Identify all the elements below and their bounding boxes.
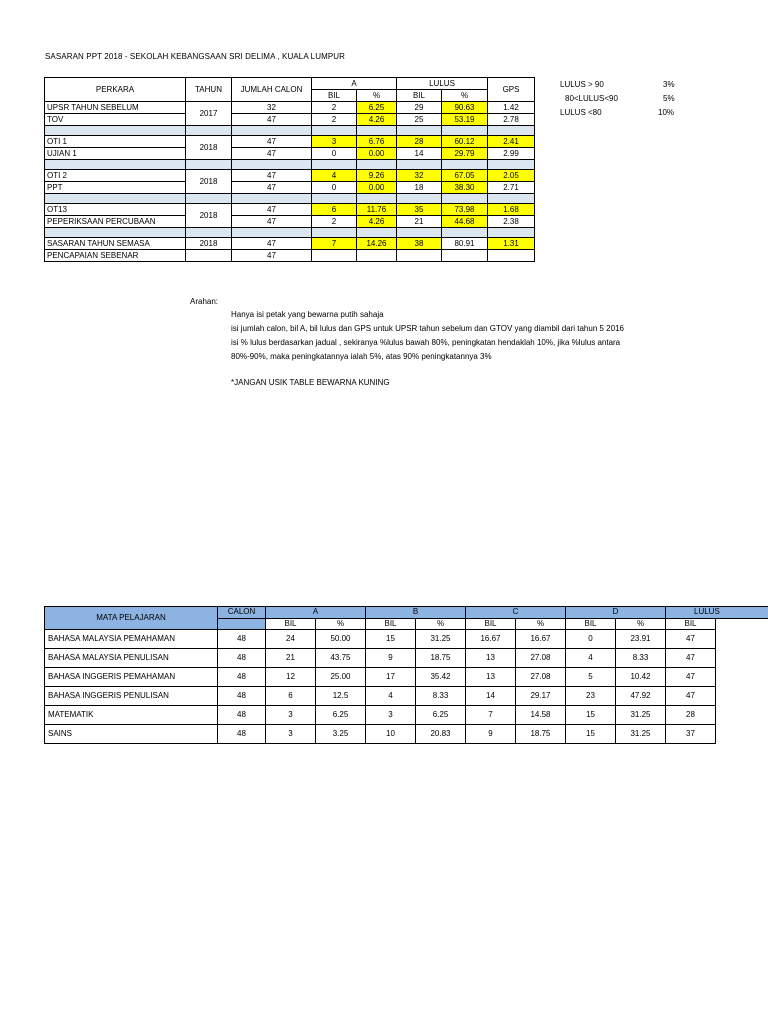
cell-lulus-bil[interactable]: 18 [397, 182, 442, 194]
cell-c-pct: 16.67 [516, 630, 566, 649]
note-line: 80%-90%, maka peningkatannya ialah 5%, atas 90% peningkatannya 3% [231, 352, 492, 361]
cell-lulus-pct: 73.98 [442, 204, 488, 216]
cell-lulus-pct: 29.79 [442, 148, 488, 160]
cell-gps[interactable]: 1.42 [488, 102, 535, 114]
cell-a-bil[interactable]: 2 [312, 102, 357, 114]
cell-a-bil[interactable]: 21 [266, 649, 316, 668]
cell-lulus-bil: 28 [397, 136, 442, 148]
spacer-row [45, 160, 535, 170]
cell-mata: BAHASA INGGERIS PENULISAN [45, 687, 218, 706]
cell-lulus-pct: 90.63 [442, 102, 488, 114]
cell-perkara: TOV [45, 114, 186, 126]
header-pct: % [616, 618, 666, 630]
cell-b-bil[interactable]: 3 [366, 706, 416, 725]
cell-lulus-pct: 60.12 [442, 136, 488, 148]
cell-empty [716, 687, 768, 706]
header-pct: % [316, 618, 366, 630]
header-perkara: PERKARA [45, 78, 186, 102]
cell-d-pct: 31.25 [616, 725, 666, 744]
cell-a-bil[interactable]: 6 [266, 687, 316, 706]
cell-lulus-bil[interactable]: 47 [666, 649, 716, 668]
spacer-row [45, 126, 535, 136]
cell-lulus-bil[interactable]: 47 [666, 687, 716, 706]
header-row-1 [45, 607, 768, 619]
cell-tahun[interactable] [186, 250, 232, 262]
cell-empty [716, 706, 768, 725]
cell-b-pct: 18.75 [416, 649, 466, 668]
side-value: 3% [663, 80, 675, 89]
page-title: SASARAN PPT 2018 - SEKOLAH KEBANGSAAN SRI DELIMA , KUALA LUMPUR [45, 52, 346, 61]
cell-perkara: SASARAN TAHUN SEMASA [45, 238, 186, 250]
cell-b-bil[interactable]: 10 [366, 725, 416, 744]
cell-a-pct: 12.5 [316, 687, 366, 706]
cell-a-pct: 4.26 [357, 114, 397, 126]
cell-a-bil[interactable]: 3 [266, 725, 316, 744]
cell-perkara: PEPERIKSAAN PERCUBAAN [45, 216, 186, 228]
header-lulus-pct: % [442, 90, 488, 102]
header-bil: BIL [666, 618, 716, 630]
cell-jumlah[interactable]: 47 [232, 182, 312, 194]
cell-gps[interactable]: 2.38 [488, 216, 535, 228]
cell-lulus-bil[interactable]: 28 [666, 706, 716, 725]
cell-c-bil[interactable]: 16.67 [466, 630, 516, 649]
cell-a-pct: 25.00 [316, 668, 366, 687]
cell-jumlah[interactable]: 47 [232, 114, 312, 126]
cell-a-bil[interactable] [312, 250, 357, 262]
cell-c-pct: 18.75 [516, 725, 566, 744]
table-row [45, 182, 535, 194]
cell-b-pct: 20.83 [416, 725, 466, 744]
cell-calon[interactable]: 48 [218, 725, 266, 744]
cell-jumlah[interactable]: 47 [232, 136, 312, 148]
cell-mata: BAHASA MALAYSIA PEMAHAMAN [45, 630, 218, 649]
cell-a-bil[interactable]: 2 [312, 114, 357, 126]
cell-a-pct: 50.00 [316, 630, 366, 649]
cell-tahun: 2018 [186, 204, 232, 228]
cell-a-bil: 3 [312, 136, 357, 148]
cell-b-pct: 31.25 [416, 630, 466, 649]
cell-lulus-bil: 38 [397, 238, 442, 250]
cell-a-pct: 6.25 [357, 102, 397, 114]
cell-gps: 2.41 [488, 136, 535, 148]
cell-mata: SAINS [45, 725, 218, 744]
side-label: LULUS > 90 [560, 80, 604, 89]
header-lulus-bil: BIL [397, 90, 442, 102]
table-row-pencapaian [45, 250, 535, 262]
header-a: A [266, 607, 366, 619]
cell-perkara: UPSR TAHUN SEBELUM [45, 102, 186, 114]
table-row [45, 114, 535, 126]
cell-lulus-bil[interactable]: 47 [666, 630, 716, 649]
cell-gps[interactable]: 2.78 [488, 114, 535, 126]
cell-tahun: 2018 [186, 170, 232, 194]
cell-a-bil[interactable]: 0 [312, 148, 357, 160]
header-bil: BIL [566, 618, 616, 630]
cell-a-pct: 0.00 [357, 148, 397, 160]
side-label: LULUS <80 [560, 108, 602, 117]
header-row-1 [45, 78, 535, 90]
cell-lulus-bil: 35 [397, 204, 442, 216]
cell-calon[interactable]: 48 [218, 649, 266, 668]
header-bil: BIL [366, 618, 416, 630]
header-pct: % [516, 618, 566, 630]
cell-gps: 1.31 [488, 238, 535, 250]
table-row [45, 136, 535, 148]
spacer-row [45, 194, 535, 204]
cell-perkara: OTI 2 [45, 170, 186, 182]
cell-a-pct: 3.25 [316, 725, 366, 744]
cell-b-bil[interactable]: 17 [366, 668, 416, 687]
cell-jumlah[interactable]: 47 [232, 238, 312, 250]
cell-calon[interactable]: 48 [218, 706, 266, 725]
header-a-bil: BIL [312, 90, 357, 102]
cell-perkara: UJIAN 1 [45, 148, 186, 160]
cell-mata: MATEMATIK [45, 706, 218, 725]
note-line: isi jumlah calon, bil A, bil lulus dan GPS untuk UPSR tahun sebelum dan GTOV yang diambil dari tahun 5 2016 [231, 324, 624, 333]
cell-empty [716, 630, 768, 649]
cell-lulus-bil[interactable]: 14 [397, 148, 442, 160]
header-lulus: LULUS [397, 78, 488, 90]
note-line: Hanya isi petak yang bewarna putih sahaja [231, 310, 384, 319]
cell-lulus-bil[interactable]: 25 [397, 114, 442, 126]
cell-empty [716, 668, 768, 687]
ppt-target-table [44, 77, 535, 262]
cell-jumlah[interactable]: 47 [232, 148, 312, 160]
cell-jumlah[interactable]: 47 [232, 250, 312, 262]
cell-c-bil[interactable]: 14 [466, 687, 516, 706]
cell-gps: 1.68 [488, 204, 535, 216]
cell-d-pct: 31.25 [616, 706, 666, 725]
table-row [45, 649, 768, 668]
cell-lulus-pct: 44.68 [442, 216, 488, 228]
cell-a-bil[interactable]: 0 [312, 182, 357, 194]
table-row [45, 725, 768, 744]
cell-lulus-pct[interactable] [442, 250, 488, 262]
cell-mata: BAHASA MALAYSIA PENULISAN [45, 649, 218, 668]
arahan-label: Arahan: [190, 297, 219, 306]
header-b: B [366, 607, 466, 619]
cell-perkara: PPT [45, 182, 186, 194]
table-row [45, 204, 535, 216]
cell-a-pct: 9.26 [357, 170, 397, 182]
cell-gps[interactable] [488, 250, 535, 262]
table-row [45, 170, 535, 182]
note-line: isi % lulus berdasarkan jadual , sekiranya %lulus bawah 80%, peningkatan hendaklah 10%, jika %lulus antara [231, 338, 621, 347]
table-row [45, 630, 768, 649]
cell-jumlah[interactable]: 47 [232, 204, 312, 216]
cell-lulus-pct: 80.91 [442, 238, 488, 250]
cell-a-bil[interactable]: 2 [312, 216, 357, 228]
cell-c-bil[interactable]: 13 [466, 668, 516, 687]
header-mata-pelajaran: MATA PELAJARAN [45, 607, 218, 630]
subject-results-table [44, 606, 768, 744]
cell-b-pct: 6.25 [416, 706, 466, 725]
cell-d-bil[interactable]: 15 [566, 706, 616, 725]
cell-d-bil[interactable]: 23 [566, 687, 616, 706]
cell-c-bil[interactable]: 7 [466, 706, 516, 725]
cell-c-bil[interactable]: 13 [466, 649, 516, 668]
header-bil: BIL [266, 618, 316, 630]
cell-a-pct: 0.00 [357, 182, 397, 194]
cell-lulus-bil[interactable]: 47 [666, 668, 716, 687]
header-lulus: LULUS [666, 607, 768, 619]
cell-c-pct: 14.58 [516, 706, 566, 725]
cell-a-pct: 11.76 [357, 204, 397, 216]
header-bil: BIL [466, 618, 516, 630]
cell-lulus-bil: 32 [397, 170, 442, 182]
cell-c-bil[interactable]: 9 [466, 725, 516, 744]
header-a-pct: % [357, 90, 397, 102]
table-row [45, 668, 768, 687]
header-jumlah-calon: JUMLAH CALON [232, 78, 312, 102]
cell-d-pct: 8.33 [616, 649, 666, 668]
cell-a-pct: 4.26 [357, 216, 397, 228]
cell-gps[interactable]: 2.99 [488, 148, 535, 160]
cell-lulus-pct: 67.05 [442, 170, 488, 182]
cell-empty [716, 649, 768, 668]
cell-lulus-pct: 53.19 [442, 114, 488, 126]
cell-c-pct: 27.08 [516, 649, 566, 668]
table-row [45, 216, 535, 228]
cell-jumlah[interactable]: 47 [232, 170, 312, 182]
cell-b-pct: 35.42 [416, 668, 466, 687]
header-tahun: TAHUN [186, 78, 232, 102]
table-row [45, 148, 535, 160]
cell-lulus-bil[interactable]: 21 [397, 216, 442, 228]
cell-calon[interactable]: 48 [218, 668, 266, 687]
cell-lulus-pct: 38.30 [442, 182, 488, 194]
cell-a-bil: 6 [312, 204, 357, 216]
cell-perkara: OT13 [45, 204, 186, 216]
cell-d-pct: 47.92 [616, 687, 666, 706]
cell-gps[interactable]: 2.71 [488, 182, 535, 194]
cell-mata: BAHASA INGGERIS PEMAHAMAN [45, 668, 218, 687]
cell-lulus-bil[interactable]: 29 [397, 102, 442, 114]
header-calon: CALON [218, 607, 266, 619]
cell-perkara: PENCAPAIAN SEBENAR [45, 250, 186, 262]
cell-a-bil[interactable]: 3 [266, 706, 316, 725]
cell-gps: 2.05 [488, 170, 535, 182]
side-label: 80<LULUS<90 [565, 94, 618, 103]
note-warning: *JANGAN USIK TABLE BEWARNA KUNING [231, 378, 390, 387]
cell-c-pct: 27.08 [516, 668, 566, 687]
cell-lulus-bil[interactable] [397, 250, 442, 262]
header-c: C [466, 607, 566, 619]
table-row [45, 102, 535, 114]
header-gps: GPS [488, 78, 535, 102]
cell-a-bil: 4 [312, 170, 357, 182]
cell-b-bil[interactable]: 9 [366, 649, 416, 668]
cell-a-bil: 7 [312, 238, 357, 250]
cell-tahun: 2018 [186, 136, 232, 160]
cell-a-pct[interactable] [357, 250, 397, 262]
cell-a-pct: 6.76 [357, 136, 397, 148]
header-a: A [312, 78, 397, 90]
cell-d-pct: 23.91 [616, 630, 666, 649]
cell-tahun: 2018 [186, 238, 232, 250]
cell-a-bil[interactable]: 24 [266, 630, 316, 649]
header-d: D [566, 607, 666, 619]
cell-jumlah[interactable]: 47 [232, 216, 312, 228]
cell-a-pct: 14.26 [357, 238, 397, 250]
header-empty [716, 618, 768, 630]
cell-tahun: 2017 [186, 102, 232, 126]
cell-d-bil[interactable]: 4 [566, 649, 616, 668]
header-pct: % [416, 618, 466, 630]
cell-a-bil[interactable]: 12 [266, 668, 316, 687]
cell-d-pct: 10.42 [616, 668, 666, 687]
cell-d-bil[interactable]: 5 [566, 668, 616, 687]
cell-b-bil[interactable]: 4 [366, 687, 416, 706]
cell-a-pct: 6.25 [316, 706, 366, 725]
cell-empty [716, 725, 768, 744]
header-calon-sub [218, 618, 266, 630]
table-row [45, 687, 768, 706]
table-row [45, 706, 768, 725]
cell-calon[interactable]: 48 [218, 630, 266, 649]
cell-c-pct: 29.17 [516, 687, 566, 706]
cell-b-pct: 8.33 [416, 687, 466, 706]
spacer-row [45, 228, 535, 238]
table-row-sasaran [45, 238, 535, 250]
cell-d-bil[interactable]: 15 [566, 725, 616, 744]
cell-lulus-bil[interactable]: 37 [666, 725, 716, 744]
side-value: 10% [658, 108, 675, 117]
cell-d-bil[interactable]: 0 [566, 630, 616, 649]
cell-perkara: OTI 1 [45, 136, 186, 148]
cell-a-pct: 43.75 [316, 649, 366, 668]
side-value: 5% [663, 94, 675, 103]
cell-calon[interactable]: 48 [218, 687, 266, 706]
cell-jumlah[interactable]: 32 [232, 102, 312, 114]
cell-b-bil[interactable]: 15 [366, 630, 416, 649]
